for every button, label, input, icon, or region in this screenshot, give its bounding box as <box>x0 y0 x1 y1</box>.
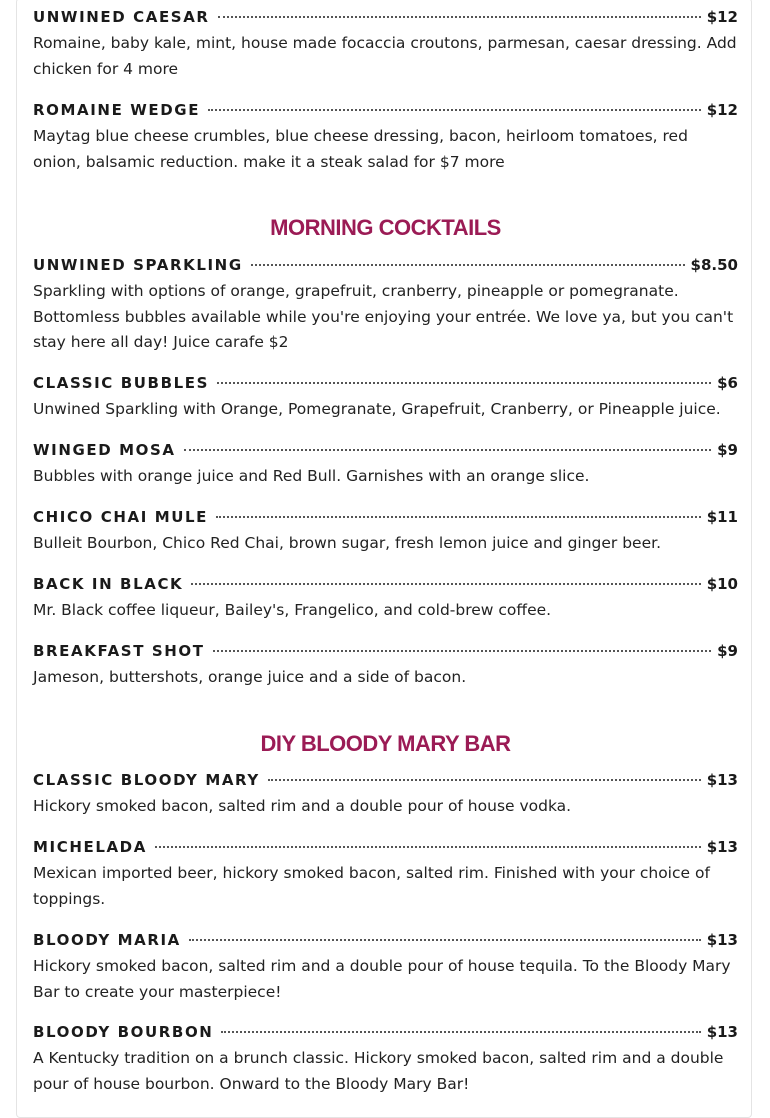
menu-item-classic-bloody-mary <box>33 770 738 820</box>
item-price: $13 <box>706 1023 738 1041</box>
item-name: ROMAINE WEDGE <box>33 101 201 119</box>
item-description: Maytag blue cheese crumbles, blue cheese dressing, bacon, heirloom tomatoes, red onion, balsamic reduction. make it a steak salad for $7 more <box>33 127 688 171</box>
item-name: BREAKFAST SHOT <box>33 642 205 660</box>
item-description: Mexican imported beer, hickory smoked bacon, salted rim. Finished with your choice of toppings. <box>33 864 710 908</box>
menu-item-bloody-maria <box>33 930 738 1005</box>
menu-item-breakfast-shot <box>33 641 738 691</box>
item-name: UNWINED CAESAR <box>33 8 210 26</box>
menu-item-michelada <box>33 837 738 912</box>
menu-item-back-in-black <box>33 574 738 624</box>
dot-leader <box>213 650 712 652</box>
dot-leader <box>216 516 701 518</box>
item-price: $8.50 <box>690 256 738 274</box>
item-description: Sparkling with options of orange, grapefruit, cranberry, pineapple or pomegranate. Bottomless bubbles available while you're enjoying your entrée. We love ya, but you can't stay here all day! Juice carafe $2 <box>33 282 734 351</box>
item-description: Hickory smoked bacon, salted rim and a double pour of house tequila. To the Bloody Mary Bar to create your masterpiece! <box>33 957 731 1001</box>
menu-item-chico-chai-mule <box>33 507 738 557</box>
item-name: CLASSIC BUBBLES <box>33 374 210 392</box>
section-title-morning-cocktails: MORNING COCKTAILS <box>270 215 501 240</box>
menu-item-classic-bubbles <box>33 373 738 423</box>
dot-leader <box>251 264 685 266</box>
dot-leader <box>268 779 701 781</box>
item-price: $13 <box>706 931 738 949</box>
item-name: BLOODY BOURBON <box>33 1023 214 1041</box>
dot-leader <box>189 939 701 941</box>
item-description: Bubbles with orange juice and Red Bull. Garnishes with an orange slice. <box>33 467 590 485</box>
item-price: $6 <box>717 374 738 392</box>
dot-leader <box>221 1031 700 1033</box>
item-description: Hickory smoked bacon, salted rim and a double pour of house vodka. <box>33 797 572 815</box>
dot-leader <box>191 583 700 585</box>
dot-leader <box>184 449 712 451</box>
item-name: MICHELADA <box>33 838 147 856</box>
item-name: BACK IN BLACK <box>33 575 184 593</box>
dot-leader <box>155 846 701 848</box>
item-price: $13 <box>706 838 738 856</box>
menu-item-romaine-wedge <box>33 100 738 175</box>
item-description: Bulleit Bourbon, Chico Red Chai, brown sugar, fresh lemon juice and ginger beer. <box>33 534 662 552</box>
item-name: CHICO CHAI MULE <box>33 508 209 526</box>
menu-item-unwined-sparkling <box>33 255 738 356</box>
item-price: $12 <box>706 8 738 26</box>
dot-leader <box>218 16 701 18</box>
item-price: $13 <box>706 771 738 789</box>
section-title-bloody-mary-bar: DIY BLOODY MARY BAR <box>260 731 511 756</box>
item-description: Mr. Black coffee liqueur, Bailey's, Frangelico, and cold-brew coffee. <box>33 601 552 619</box>
dot-leader <box>217 382 711 384</box>
item-name: WINGED MOSA <box>33 441 176 459</box>
item-description: Jameson, buttershots, orange juice and a side of bacon. <box>33 668 467 686</box>
item-price: $10 <box>706 575 738 593</box>
dot-leader <box>208 109 701 111</box>
item-price: $9 <box>717 441 738 459</box>
item-price: $9 <box>717 642 738 660</box>
item-name: UNWINED SPARKLING <box>33 256 243 274</box>
menu-item-winged-mosa <box>33 440 738 490</box>
item-description: Romaine, baby kale, mint, house made focaccia croutons, parmesan, caesar dressing. Add chicken for 4 more <box>33 34 737 78</box>
menu-item-bloody-bourbon <box>33 1022 738 1097</box>
item-description: A Kentucky tradition on a brunch classic. Hickory smoked bacon, salted rim and a double pour of house bourbon. Onward to the Bloody Mary Bar! <box>33 1049 724 1093</box>
item-price: $12 <box>706 101 738 119</box>
item-name: BLOODY MARIA <box>33 931 181 949</box>
item-description: Unwined Sparkling with Orange, Pomegranate, Grapefruit, Cranberry, or Pineapple juice. <box>33 400 721 418</box>
item-price: $11 <box>706 508 738 526</box>
item-name: CLASSIC BLOODY MARY <box>33 771 260 789</box>
menu-item-unwined-caesar <box>33 7 738 82</box>
